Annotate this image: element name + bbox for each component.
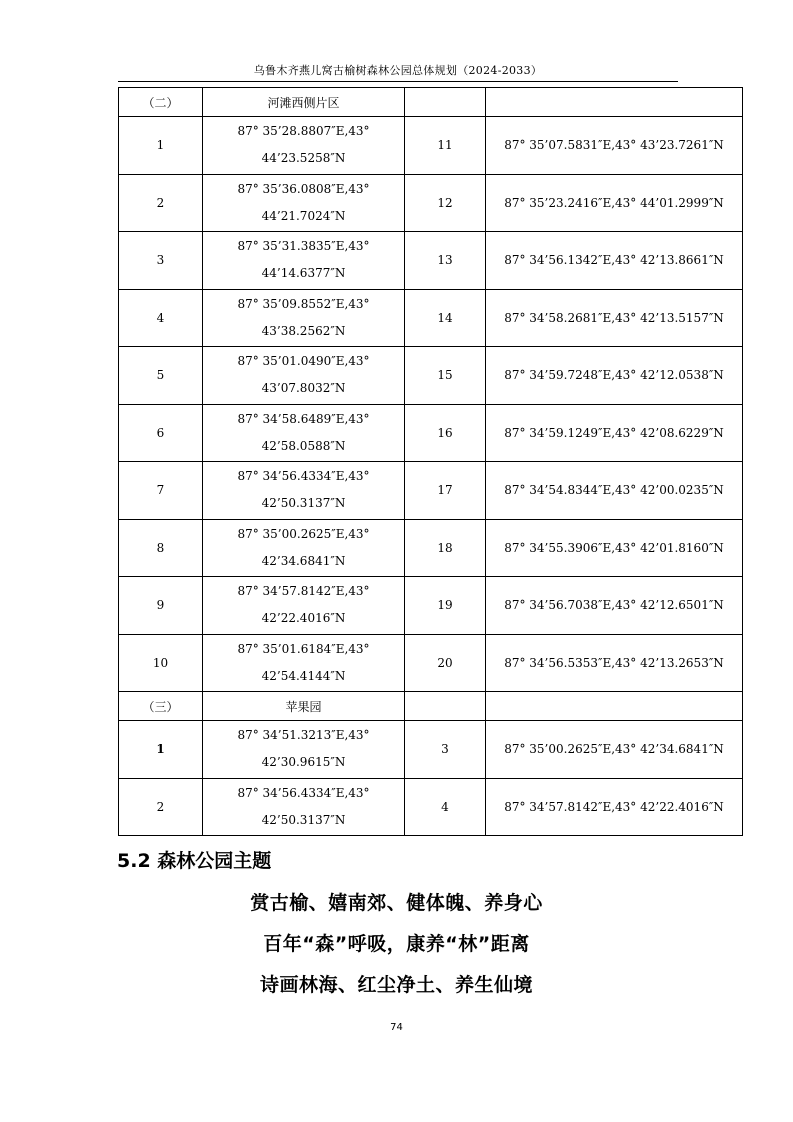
coordinate-line: 44’21.7024″N <box>261 208 346 223</box>
point-number: 19 <box>405 577 486 635</box>
coordinate-line: 87° 34’51.3213″E,43° <box>237 728 370 743</box>
table-row <box>119 634 743 692</box>
point-number: 20 <box>405 634 486 692</box>
coordinate-line: 87° 34’57.8142″E,43° <box>237 584 370 599</box>
point-number: 3 <box>405 721 486 779</box>
point-number: 1 <box>119 721 203 779</box>
table-row <box>119 404 743 462</box>
point-number: 1 <box>119 117 203 175</box>
point-coordinate <box>203 634 405 692</box>
point-number: 6 <box>119 404 203 462</box>
coordinate-line: 87° 35’36.0808″E,43° <box>237 181 370 196</box>
table-row <box>119 778 743 836</box>
coordinate-line: 87° 35’00.2625″E,43° <box>237 526 370 541</box>
point-coordinate <box>203 174 405 232</box>
coordinate-line: 42’34.6841″N <box>261 553 346 568</box>
point-number: 7 <box>119 462 203 520</box>
table-row <box>119 721 743 779</box>
point-coordinate <box>203 721 405 779</box>
point-coordinate <box>203 462 405 520</box>
coordinate-line: 87° 34’56.4334″E,43° <box>237 469 370 484</box>
point-coordinate: 87° 34’56.7038″E,43° 42’12.6501″N <box>486 577 743 635</box>
point-coordinate: 87° 34’57.8142″E,43° 42’22.4016″N <box>486 778 743 836</box>
point-number: 14 <box>405 289 486 347</box>
table-row <box>119 232 743 290</box>
point-coordinate: 87° 34’56.5353″E,43° 42’13.2653″N <box>486 634 743 692</box>
point-coordinate: 87° 35’23.2416″E,43° 44’01.2999″N <box>486 174 743 232</box>
coordinate-line: 42’54.4144″N <box>261 668 346 683</box>
point-coordinate: 87° 34’55.3906″E,43° 42’01.8160″N <box>486 519 743 577</box>
coordinates-table <box>118 87 743 836</box>
point-coordinate: 87° 34’59.7248″E,43° 42’12.0538″N <box>486 347 743 405</box>
table-row <box>119 117 743 175</box>
coordinate-line: 87° 35’01.0490″E,43° <box>237 354 370 369</box>
point-number: 2 <box>119 778 203 836</box>
table-row <box>119 347 743 405</box>
coordinate-line: 87° 35’09.8552″E,43° <box>237 296 370 311</box>
table-row <box>119 174 743 232</box>
section-label: （三） <box>119 692 203 721</box>
point-coordinate <box>203 117 405 175</box>
section-row <box>119 88 743 117</box>
point-number: 4 <box>405 778 486 836</box>
point-number: 2 <box>119 174 203 232</box>
point-number: 12 <box>405 174 486 232</box>
empty-cell <box>486 692 743 721</box>
coordinate-line: 87° 34’56.4334″E,43° <box>237 785 370 800</box>
theme-line: 诗画林海、红尘净土、养生仙境 <box>259 974 533 996</box>
point-number: 11 <box>405 117 486 175</box>
point-coordinate: 87° 34’56.1342″E,43° 42’13.8661″N <box>486 232 743 290</box>
point-coordinate: 87° 35’00.2625″E,43° 42’34.6841″N <box>486 721 743 779</box>
coordinate-line: 42’50.3137″N <box>261 496 346 511</box>
point-number: 5 <box>119 347 203 405</box>
table-row <box>119 462 743 520</box>
point-number: 9 <box>119 577 203 635</box>
point-number: 4 <box>119 289 203 347</box>
coordinate-line: 43’38.2562″N <box>261 323 346 338</box>
point-coordinate <box>203 404 405 462</box>
page-header: 乌鲁木齐燕儿窝古榆树森林公园总体规划（2024-2033） <box>253 64 543 77</box>
coordinate-line: 87° 35’31.3835″E,43° <box>237 239 370 254</box>
coordinate-line: 42’22.4016″N <box>261 611 346 626</box>
coordinate-line: 43’07.8032″N <box>261 381 346 396</box>
point-number: 3 <box>119 232 203 290</box>
table-row <box>119 289 743 347</box>
coordinate-line: 42’58.0588″N <box>261 438 346 453</box>
point-number: 18 <box>405 519 486 577</box>
point-coordinate <box>203 347 405 405</box>
coordinate-line: 42’30.9615″N <box>261 755 346 770</box>
coordinate-line: 44’23.5258″N <box>261 151 346 166</box>
section-row <box>119 692 743 721</box>
point-coordinate <box>203 778 405 836</box>
point-coordinate: 87° 34’54.8344″E,43° 42’00.0235″N <box>486 462 743 520</box>
section-name: 河滩西侧片区 <box>203 88 405 117</box>
page-number: 74 <box>390 1022 403 1033</box>
coordinate-line: 42’50.3137″N <box>261 812 346 827</box>
point-number: 10 <box>119 634 203 692</box>
point-coordinate: 87° 35’07.5831″E,43° 43’23.7261″N <box>486 117 743 175</box>
table-row <box>119 519 743 577</box>
coordinate-line: 87° 35’28.8807″E,43° <box>237 124 370 139</box>
coordinate-line: 44’14.6377″N <box>261 266 346 281</box>
coordinate-line: 87° 34’58.6489″E,43° <box>237 411 370 426</box>
point-coordinate <box>203 577 405 635</box>
point-coordinate <box>203 232 405 290</box>
section-name: 苹果园 <box>203 692 405 721</box>
header-divider <box>118 81 678 82</box>
empty-cell <box>405 692 486 721</box>
point-number: 16 <box>405 404 486 462</box>
point-coordinate: 87° 34’59.1249″E,43° 42’08.6229″N <box>486 404 743 462</box>
point-number: 15 <box>405 347 486 405</box>
empty-cell <box>486 88 743 117</box>
section-title: 5.2 森林公园主题 <box>117 850 272 872</box>
point-coordinate: 87° 34’58.2681″E,43° 42’13.5157″N <box>486 289 743 347</box>
point-coordinate <box>203 519 405 577</box>
point-number: 17 <box>405 462 486 520</box>
point-coordinate <box>203 289 405 347</box>
section-label: （二） <box>119 88 203 117</box>
table-row <box>119 577 743 635</box>
point-number: 13 <box>405 232 486 290</box>
theme-line: 赏古榆、嬉南郊、健体魄、养身心 <box>250 892 543 914</box>
coordinate-line: 87° 35’01.6184″E,43° <box>237 641 370 656</box>
empty-cell <box>405 88 486 117</box>
theme-line: 百年“森”呼吸，康养“林”距离 <box>263 933 530 955</box>
point-number: 8 <box>119 519 203 577</box>
